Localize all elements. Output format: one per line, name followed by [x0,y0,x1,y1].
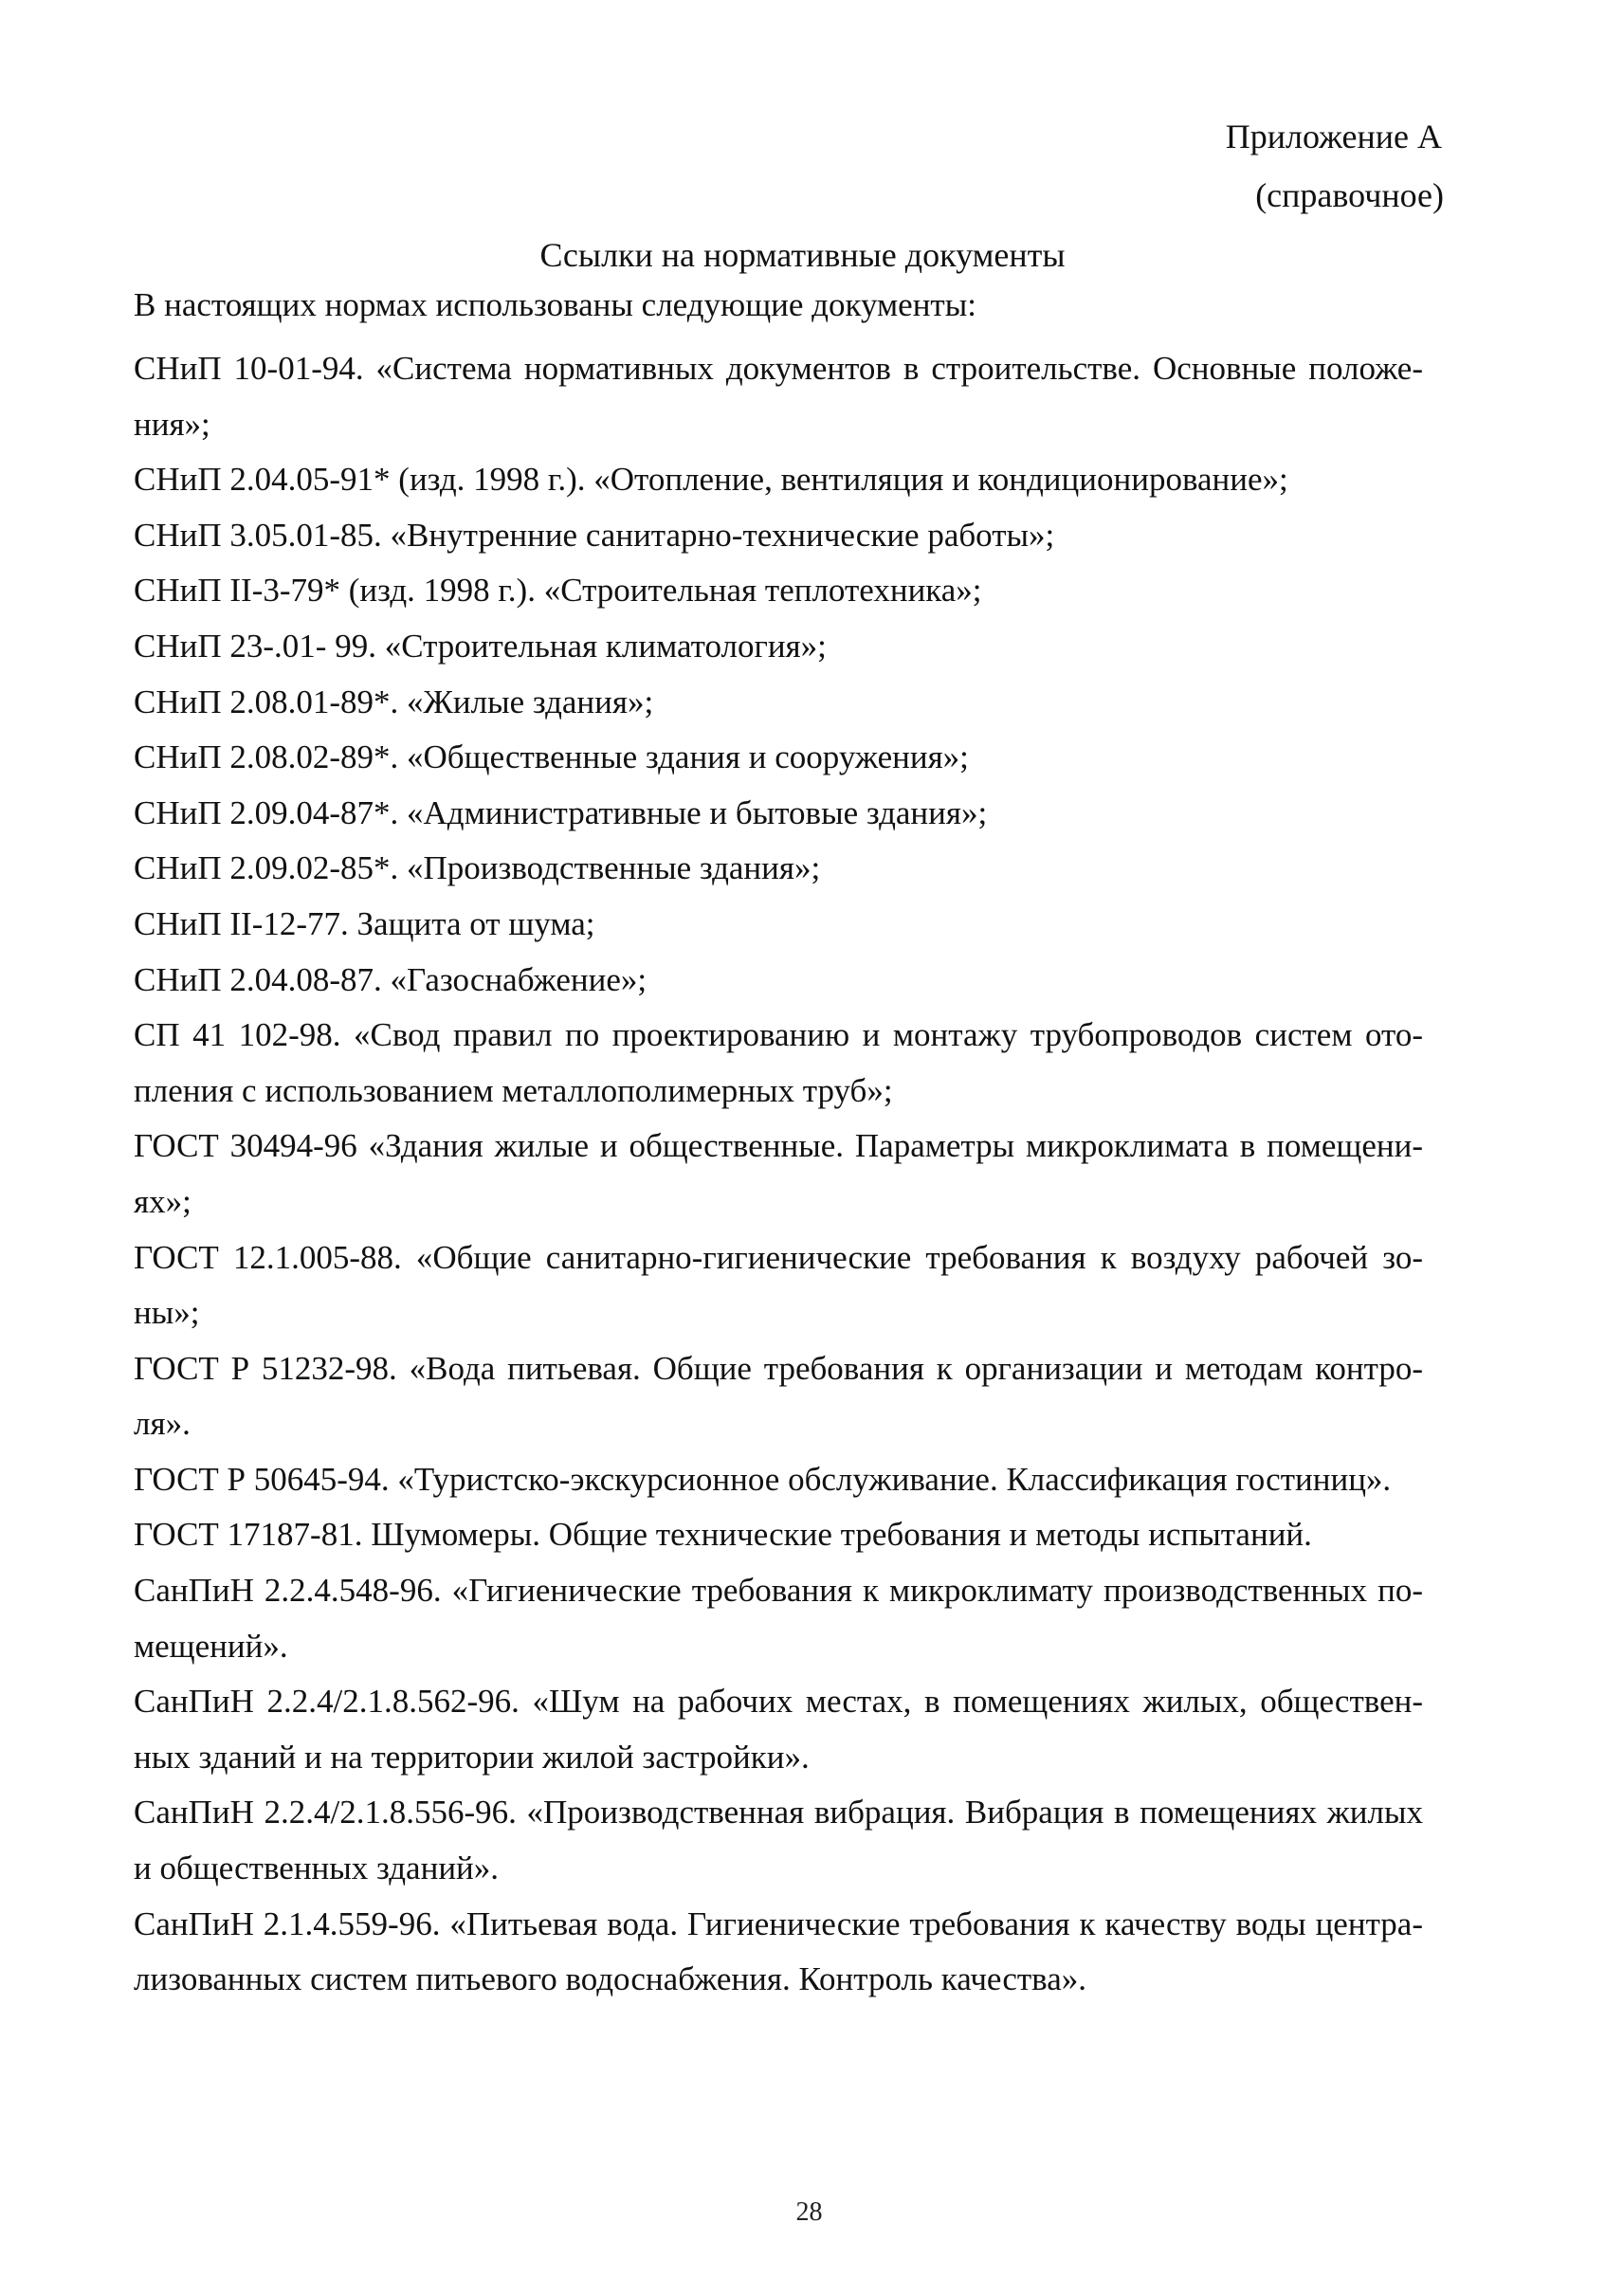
reference-item [134,508,1423,564]
reference-item [134,730,1423,786]
reference-line: ях»; [134,1182,192,1220]
reference-line: ГОСТ 12.1.005-88. «Общие санитарно-гигиенические требования к воздуху рабочей зо- [134,1238,1423,1276]
reference-line: ния»; [134,405,210,443]
reference-line: ГОСТ 30494-96 «Здания жилые и общественные. Параметры микроклимата в помещени- [134,1127,1423,1165]
reference-line: ГОСТ 17187-81. Шумомеры. Общие технические требования и методы испытаний. [134,1516,1312,1554]
reference-line: СанПиН 2.2.4/2.1.8.562-96. «Шум на рабочих местах, в помещениях жилых, обществен- [134,1683,1423,1721]
reference-item [134,563,1423,619]
reference-item [134,452,1423,508]
reference-item [134,897,1423,953]
document-title-text: Ссылки на нормативные документы [539,236,1066,274]
reference-item [134,1897,1423,2008]
page-number: 28 [795,2197,823,2227]
reference-line: СНиП II-3-79* (изд. 1998 г.). «Строительная теплотехника»; [134,572,982,610]
reference-line: СНиП 3.05.01-85. «Внутренние санитарно-технические работы»; [134,516,1055,554]
reference-item [134,953,1423,1009]
reference-item [134,1119,1423,1230]
reference-line: ГОСТ Р 50645-94. «Туристско-экскурсионное обслуживание. Классификация гостиниц». [134,1460,1392,1498]
reference-line: СНиП 23-.01- 99. «Строительная климатология»; [134,627,827,665]
document-title [0,235,1605,275]
reference-line: СНиП 2.08.01-89*. «Жилые здания»; [134,683,654,720]
reference-item [134,619,1423,675]
reference-line: СНиП 2.04.08-87. «Газоснабжение»; [134,960,647,998]
reference-line: СНиП 10-01-94. «Система нормативных документов в строительстве. Основные положе- [134,350,1423,387]
reference-item [134,341,1423,452]
appendix-title: Приложение А [1225,118,1442,155]
reference-line: СанПиН 2.2.4/2.1.8.556-96. «Производственная вибрация. Вибрация в помещениях жилых [134,1794,1423,1831]
reference-line: СанПиН 2.1.4.559-96. «Питьевая вода. Гигиенические требования к качеству воды центра- [134,1904,1423,1942]
reference-item [134,1341,1423,1452]
reference-line: ля». [134,1405,191,1443]
reference-line: мещений». [134,1627,288,1665]
reference-line: лизованных систем питьевого водоснабжения. Контроль качества». [134,1960,1087,1998]
reference-item [134,1230,1423,1341]
reference-item [134,1563,1423,1674]
intro-text: В настоящих нормах использованы следующие документы: [134,286,976,323]
reference-line: СНиП 2.04.05-91* (изд. 1998 г.). «Отопление, вентиляция и кондиционирование»; [134,461,1288,499]
reference-line: СНиП 2.08.02-89*. «Общественные здания и сооружения»; [134,738,969,776]
reference-line: СНиП 2.09.02-85*. «Производственные здания»; [134,849,821,887]
reference-line: пления с использованием металлополимерных труб»; [134,1071,893,1109]
reference-item [134,1507,1423,1563]
appendix-type: (справочное) [1255,176,1444,214]
reference-item [134,841,1423,897]
reference-line: ных зданий и на территории жилой застройки». [134,1738,810,1776]
reference-line: и общественных зданий». [134,1850,500,1887]
reference-item [134,1008,1423,1119]
reference-item [134,1785,1423,1896]
reference-item [134,675,1423,731]
reference-item [134,1674,1423,1785]
reference-list [134,341,1423,2008]
reference-line: СНиП II-12-77. Защита от шума; [134,904,595,942]
reference-line: СП 41 102-98. «Свод правил по проектированию и монтажу трубопроводов систем ото- [134,1016,1423,1054]
reference-line: ны»; [134,1294,200,1332]
reference-line: СНиП 2.09.04-87*. «Административные и бытовые здания»; [134,793,988,831]
reference-item [134,1452,1423,1508]
reference-line: СанПиН 2.2.4.548-96. «Гигиенические требования к микроклимату производственных по- [134,1572,1423,1610]
reference-item [134,786,1423,842]
reference-line: ГОСТ Р 51232-98. «Вода питьевая. Общие требования к организации и методам контро- [134,1349,1423,1387]
